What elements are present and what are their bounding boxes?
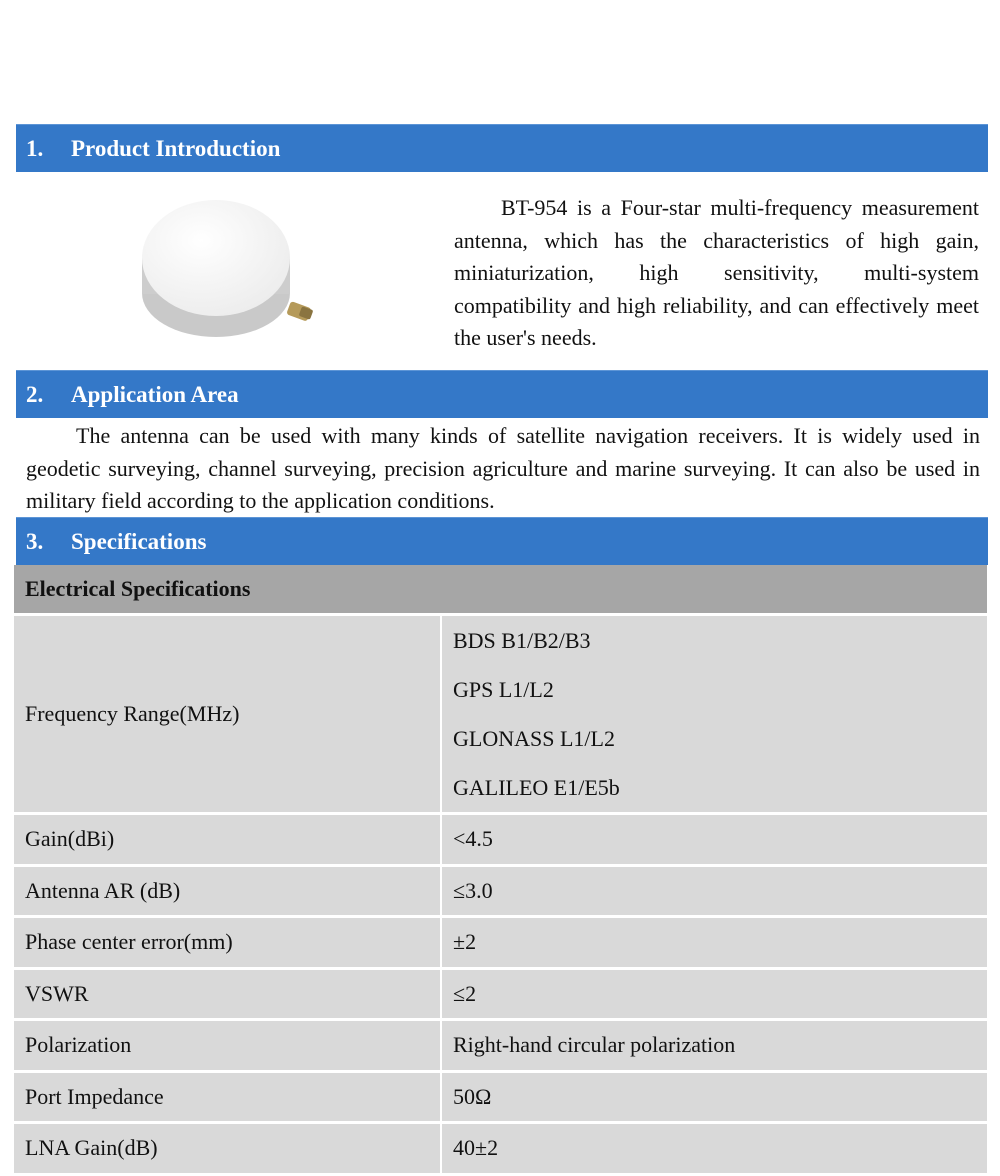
table-row xyxy=(14,1124,989,1176)
antenna-product-image xyxy=(140,198,320,343)
spec-label: Polarization xyxy=(14,1021,442,1073)
spec-label: Gain(dBi) xyxy=(14,815,442,867)
spec-value: Right-hand circular polarization xyxy=(442,1021,989,1073)
frequency-band: GLONASS L1/L2 xyxy=(453,726,615,751)
table-row xyxy=(14,815,989,867)
frequency-band: BDS B1/B2/B3 xyxy=(453,628,591,653)
frequency-band: GALILEO E1/E5b xyxy=(453,775,620,800)
spec-value: ≤3.0 xyxy=(442,867,989,919)
product-intro-text: BT-954 is a Four-star multi-frequency measurement antenna, which has the characteristics of high gain, miniaturization, high sensitivity, multi-system compatibility and high reliability, and can effectively meet the user's needs. xyxy=(454,195,979,350)
spec-label: Port Impedance xyxy=(14,1073,442,1125)
table-row xyxy=(14,918,989,970)
spec-label-frequency: Frequency Range(MHz) xyxy=(14,616,442,815)
spec-value: 40±2 xyxy=(442,1124,989,1176)
spec-label: LNA Gain(dB) xyxy=(14,1124,442,1176)
section-number: 1. xyxy=(26,135,44,161)
section-title: Application Area xyxy=(71,381,239,407)
table-row xyxy=(14,1021,989,1073)
section-header-application-area xyxy=(16,370,988,418)
table-header: Electrical Specifications xyxy=(14,565,989,616)
spec-value: <4.5 xyxy=(442,815,989,867)
electrical-specifications-table xyxy=(14,565,989,1176)
section-number: 3. xyxy=(26,528,44,554)
section-title: Specifications xyxy=(71,528,207,554)
spec-label: VSWR xyxy=(14,970,442,1022)
section-header-specifications xyxy=(16,517,988,565)
frequency-band: GPS L1/L2 xyxy=(453,677,554,702)
table-row xyxy=(14,867,989,919)
spec-value: 50Ω xyxy=(442,1073,989,1125)
spec-value: ≤2 xyxy=(442,970,989,1022)
section-number: 2. xyxy=(26,381,44,407)
section-title: Product Introduction xyxy=(71,135,281,161)
spec-label: Phase center error(mm) xyxy=(14,918,442,970)
spec-value: ±2 xyxy=(442,918,989,970)
section-header-product-introduction xyxy=(16,124,988,172)
table-row xyxy=(14,970,989,1022)
application-area-text: The antenna can be used with many kinds of satellite navigation receivers. It is widely used in geodetic surveying, channel surveying, precision agriculture and marine surveying. It can also be used in military field according to the application conditions. xyxy=(26,423,980,513)
spec-label: Antenna AR (dB) xyxy=(14,867,442,919)
spec-value-frequency xyxy=(442,616,989,815)
table-row xyxy=(14,1073,989,1125)
